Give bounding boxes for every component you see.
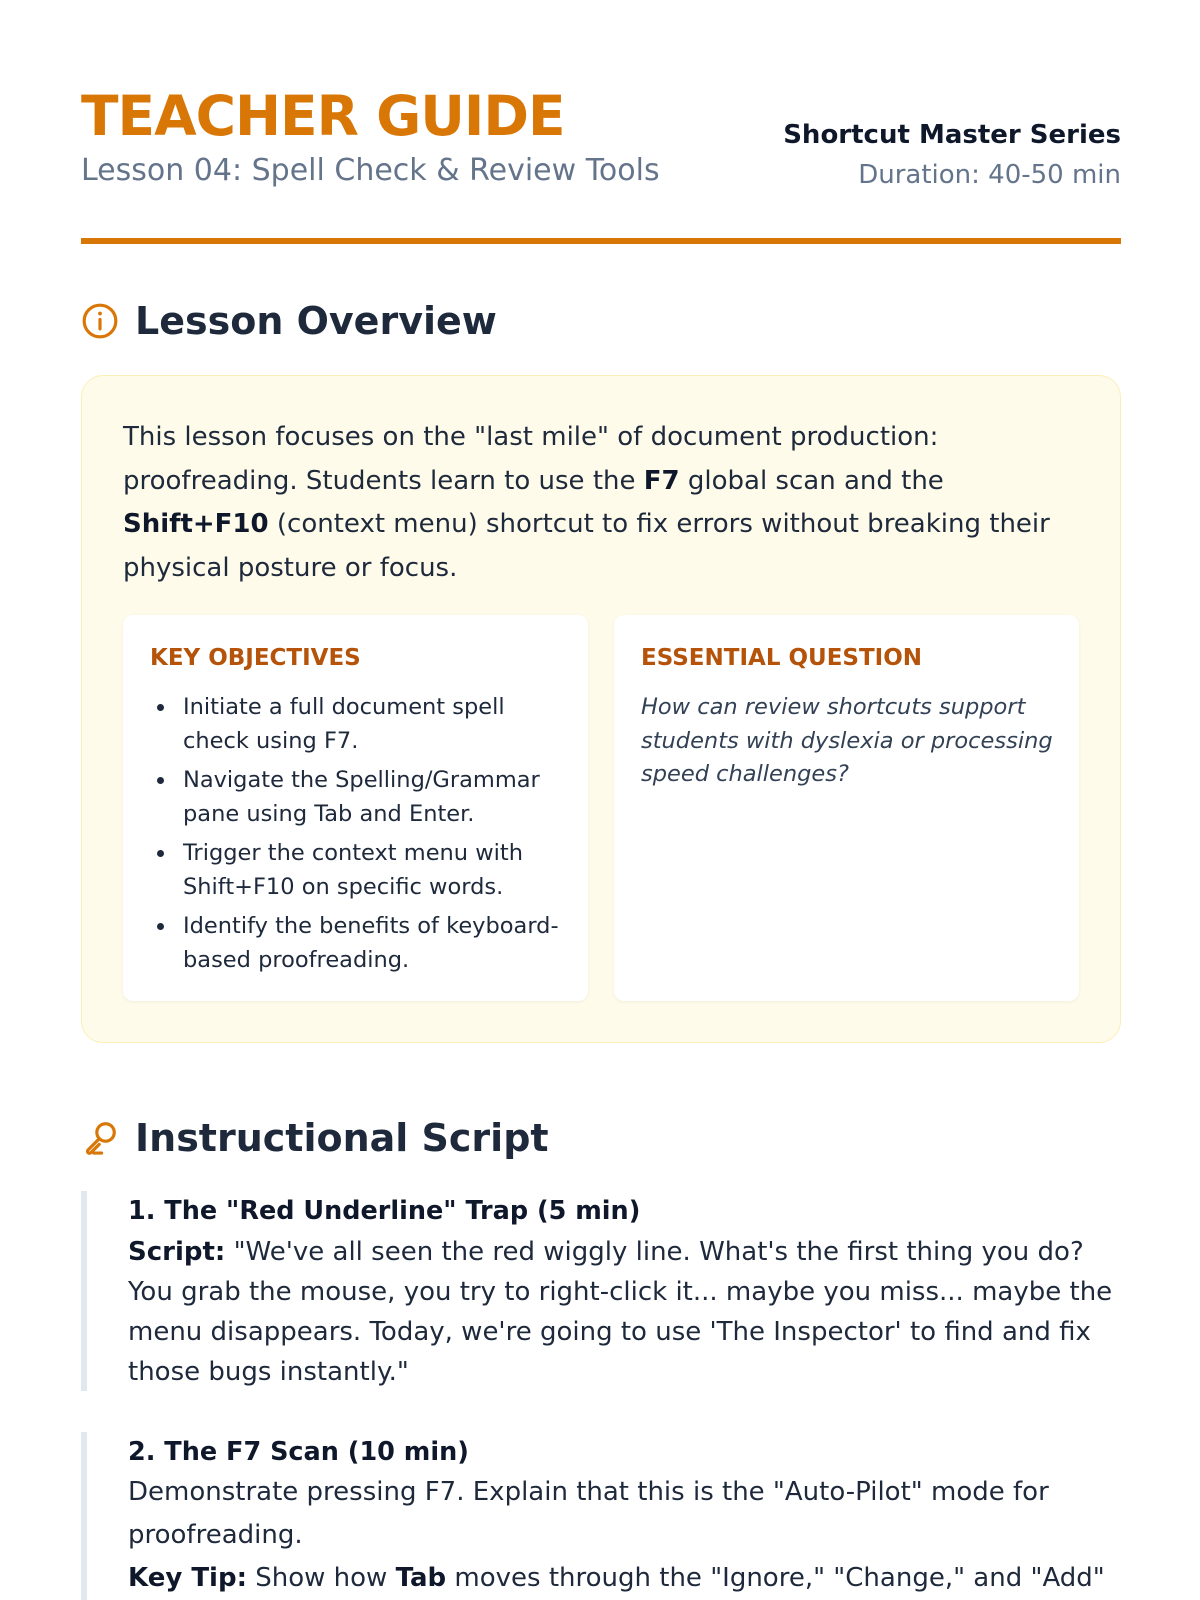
script-step-body: Demonstrate pressing F7. Explain that this is the "Auto-Pilot" mode for proofreading. xyxy=(128,1477,1049,1550)
info-icon xyxy=(81,302,119,340)
list-item: Trigger the context menu with Shift+F10 on specific words. xyxy=(183,837,563,904)
key-tip-label: Key Tip: xyxy=(128,1563,247,1593)
list-item: Initiate a full document spell check using F7. xyxy=(183,691,563,758)
shift-f10-key: Shift+F10 xyxy=(123,509,269,539)
lesson-duration: Duration: 40-50 min xyxy=(858,160,1121,190)
key-objectives-title: KEY OBJECTIVES xyxy=(150,645,361,671)
overview-heading-text: Lesson Overview xyxy=(135,299,497,343)
script-heading-text: Instructional Script xyxy=(135,1116,549,1160)
key-tip-text: Show how xyxy=(246,1563,396,1593)
script-step-f7-scan xyxy=(81,1432,1121,1600)
page-title: TEACHER GUIDE xyxy=(81,84,565,148)
page-header xyxy=(81,0,1121,244)
objectives-list xyxy=(183,691,563,983)
script-step-title: 1. The "Red Underline" Trap (5 min) xyxy=(128,1196,641,1226)
key-tip-text: moves through the "Ignore," "Change," and "Add" xyxy=(446,1563,1105,1593)
overview-heading xyxy=(81,297,497,345)
teacher-guide-page xyxy=(81,0,1121,1593)
overview-text-part: (context menu) shortcut to fix errors without breaking their physical posture or focus. xyxy=(123,509,1050,583)
overview-paragraph xyxy=(123,416,1083,590)
essential-question-card xyxy=(614,615,1079,1001)
script-step-title: 2. The F7 Scan (10 min) xyxy=(128,1437,469,1467)
tab-key: Tab xyxy=(395,1563,447,1593)
key-objectives-card xyxy=(123,615,588,1001)
essential-question-title: ESSENTIAL QUESTION xyxy=(641,645,923,671)
overview-text-part: This lesson focuses on the "last mile" of document production: proofreading. Students learn to use the xyxy=(123,422,939,496)
script-step-body xyxy=(128,1232,1121,1392)
script-heading xyxy=(81,1114,549,1162)
microphone-icon xyxy=(81,1119,119,1157)
script-label: Script: xyxy=(128,1237,226,1267)
list-item: Identify the benefits of keyboard-based proofreading. xyxy=(183,910,563,977)
list-item: Navigate the Spelling/Grammar pane using Tab and Enter. xyxy=(183,764,563,831)
lesson-subtitle: Lesson 04: Spell Check & Review Tools xyxy=(81,153,660,188)
essential-question-text: How can review shortcuts support students with dyslexia or processing speed challenges? xyxy=(641,694,1053,787)
series-name: Shortcut Master Series xyxy=(783,120,1121,150)
script-step-red-underline xyxy=(81,1191,1121,1391)
overview-box xyxy=(81,375,1121,1043)
f7-key: F7 xyxy=(643,465,680,496)
script-text: "We've all seen the red wiggly line. What's the first thing you do? You grab the mouse, you try to right-click it... maybe you miss... maybe the menu disappears. Today, we're going to use 'The Inspector' to find and fix those bugs instantly." xyxy=(128,1237,1113,1387)
key-tip xyxy=(128,1557,1121,1600)
overview-text-part: global scan and the xyxy=(679,465,944,496)
